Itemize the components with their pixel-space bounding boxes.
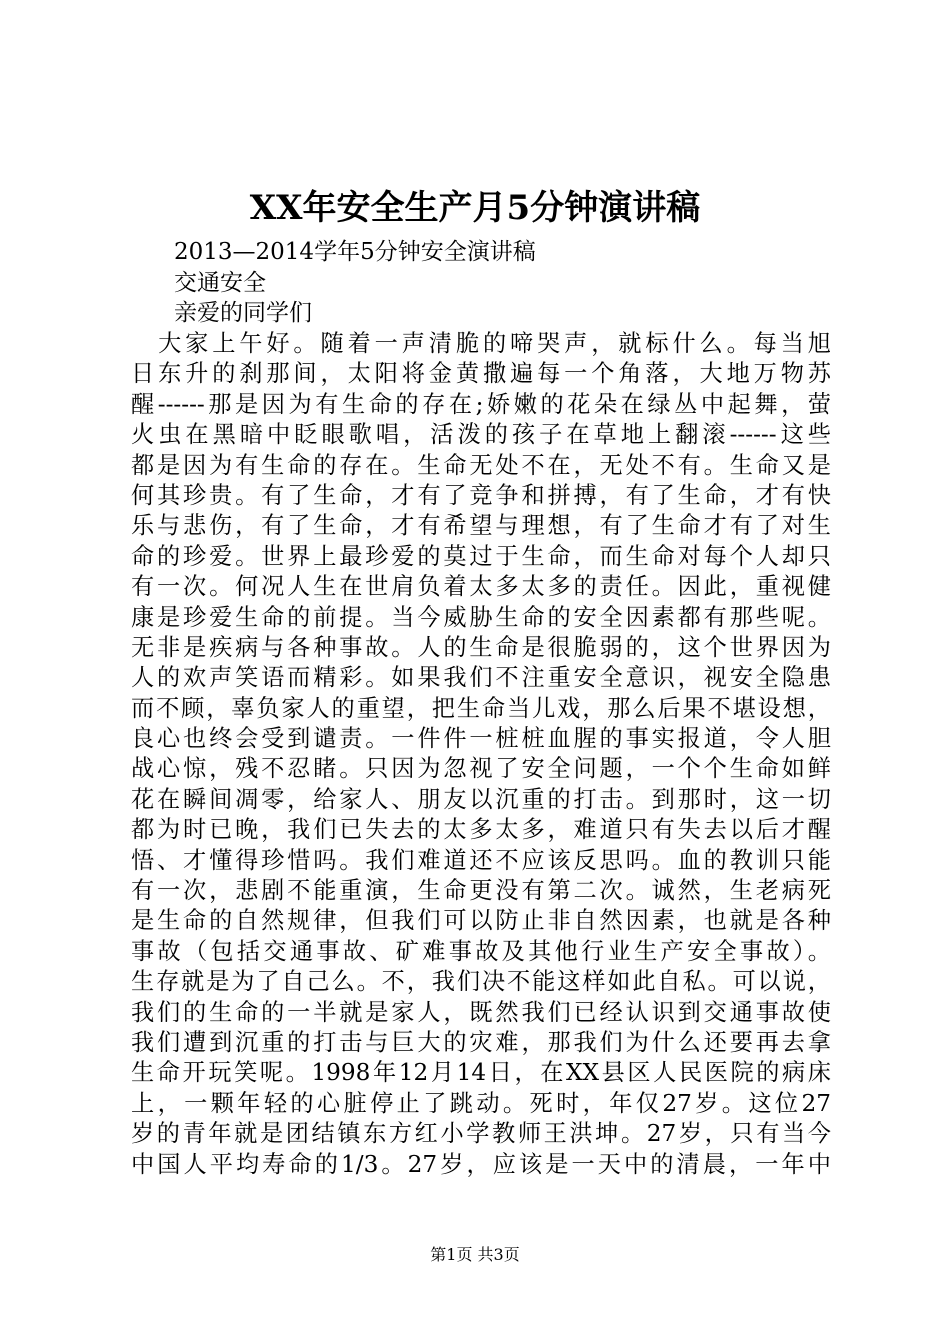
body-line: 都为时已晚，我们已失去的太多太多，难道只有失去以后才醒 [131, 816, 831, 844]
body-line: 生命开玩笑呢。1998年12月14日，在XX县区人民医院的病床 [131, 1059, 831, 1087]
body-line: 大家上午好。随着一声清脆的啼哭声，就标什么。每当旭 [131, 330, 831, 357]
body-line: 乐与悲伤，有了生命，才有希望与理想，有了生命才有了对生 [131, 512, 831, 540]
intro-line-3: 亲爱的同学们 [174, 300, 312, 326]
body-line: 岁的青年就是团结镇东方红小学教师王洪坤。27岁，只有当今 [131, 1120, 831, 1148]
document-title: XX年安全生产月5分钟演讲稿 [249, 188, 701, 228]
body-line: 战心惊，残不忍睹。只因为忽视了安全问题，一个个生命如鲜 [131, 755, 831, 783]
body-line: 火虫在黑暗中眨眼歌唱，活泼的孩子在草地上翻滚------这些 [131, 421, 831, 449]
body-line: 事故（包括交通事故、矿难事故及其他行业生产安全事故）。 [131, 937, 831, 965]
body-line: 何其珍贵。有了生命，才有了竞争和拼搏，有了生命，才有快 [131, 481, 831, 509]
body-line: 人的欢声笑语而精彩。如果我们不注重安全意识，视安全隐患 [131, 664, 831, 692]
body-line: 有一次，悲剧不能重演，生命更没有第二次。诚然，生老病死 [131, 877, 831, 905]
page-footer: 第1页 共3页 [430, 1245, 520, 1264]
body-line: 悟、才懂得珍惜吗。我们难道还不应该反思吗。血的教训只能 [131, 846, 831, 874]
body-line: 康是珍爱生命的前提。当今威胁生命的安全因素都有那些呢。 [131, 603, 831, 631]
intro-line-1: 2013—2014学年5分钟安全演讲稿 [174, 239, 536, 265]
body-line: 日东升的刹那间，太阳将金黄撒遍每一个角落，大地万物苏 [131, 360, 831, 388]
body-line: 我们的生命的一半就是家人，既然我们已经认识到交通事故使 [131, 998, 831, 1026]
body-line: 醒------那是因为有生命的存在;娇嫩的花朵在绿丛中起舞，萤 [131, 390, 831, 418]
body-line: 中国人平均寿命的1/3。27岁，应该是一天中的清晨，一年中 [131, 1150, 831, 1178]
intro-line-2: 交通安全 [174, 270, 266, 296]
body-line: 是生命的自然规律，但我们可以防止非自然因素，也就是各种 [131, 907, 831, 935]
body-line: 无非是疾病与各种事故。人的生命是很脆弱的，这个世界因为 [131, 633, 831, 661]
body-paragraph [131, 329, 831, 1180]
body-line: 而不顾，辜负家人的重望，把生命当儿戏，那么后果不堪设想， [131, 694, 831, 722]
body-line: 花在瞬间凋零，给家人、朋友以沉重的打击。到那时，这一切 [131, 785, 831, 813]
body-line: 生存就是为了自己么。不，我们决不能这样如此自私。可以说， [131, 968, 831, 996]
body-line: 我们遭到沉重的打击与巨大的灾难，那我们为什么还要再去拿 [131, 1028, 831, 1056]
body-line: 有一次。何况人生在世肩负着太多太多的责任。因此，重视健 [131, 573, 831, 601]
body-line: 命的珍爱。世界上最珍爱的莫过于生命，而生命对每个人却只 [131, 542, 831, 570]
body-line: 良心也终会受到谴责。一件件一桩桩血腥的事实报道，令人胆 [131, 725, 831, 753]
body-line: 都是因为有生命的存在。生命无处不在，无处不有。生命又是 [131, 451, 831, 479]
body-line: 上，一颗年轻的心脏停止了跳动。死时，年仅27岁。这位27 [131, 1089, 831, 1117]
